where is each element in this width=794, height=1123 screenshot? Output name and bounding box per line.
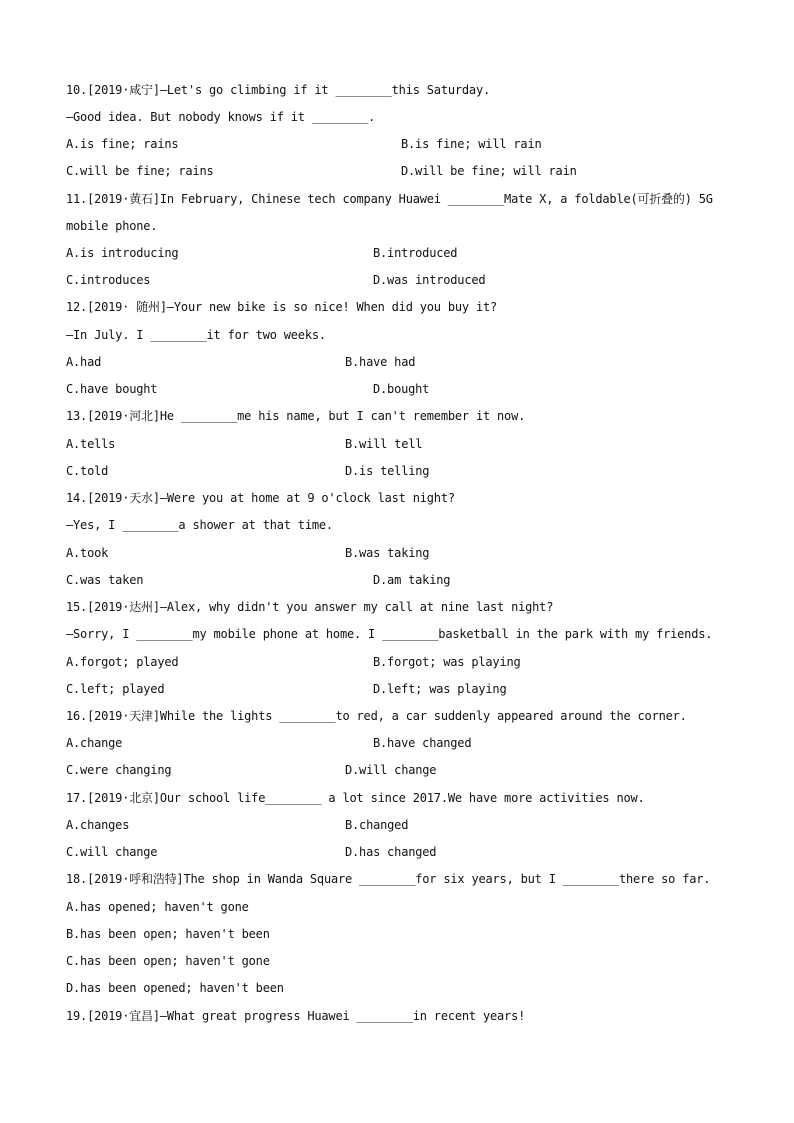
- question-18-option-a: A.has opened; haven't gone: [66, 900, 249, 914]
- question-16-option-b: B.have changed: [373, 736, 472, 750]
- question-14-line-1: 14.[2019·天水]—Were you at home at 9 o'clock last night?: [66, 491, 455, 505]
- question-17-option-d: D.has changed: [345, 845, 437, 859]
- question-11-option-b: B.introduced: [373, 246, 458, 260]
- question-15-option-a: A.forgot; played: [66, 655, 179, 669]
- question-10-line-2: —Good idea. But nobody knows if it ________.: [66, 110, 376, 124]
- question-11-line-2: mobile phone.: [66, 219, 158, 233]
- question-10-option-b: B.is fine; will rain: [401, 137, 542, 151]
- question-12-option-c: C.have bought: [66, 382, 158, 396]
- question-18-option-b: B.has been open; haven't been: [66, 927, 270, 941]
- question-17-option-a: A.changes: [66, 818, 130, 832]
- question-11-option-d: D.was introduced: [373, 273, 486, 287]
- question-12-line-2: —In July. I ________it for two weeks.: [66, 328, 326, 342]
- question-15-line-2: —Sorry, I ________my mobile phone at home. I ________basketball in the park with my friends.: [66, 627, 713, 641]
- question-13-option-a: A.tells: [66, 437, 116, 451]
- question-12-option-d: D.bought: [373, 382, 430, 396]
- question-17-option-c: C.will change: [66, 845, 158, 859]
- question-13-line-1: 13.[2019·河北]He ________me his name, but I can't remember it now.: [66, 409, 526, 423]
- question-11-line-1: 11.[2019·黄石]In February, Chinese tech company Huawei ________Mate X, a foldable(可折叠的) 5G: [66, 192, 713, 206]
- question-16-option-c: C.were changing: [66, 763, 172, 777]
- question-10-line-1: 10.[2019·咸宁]—Let's go climbing if it ________this Saturday.: [66, 83, 491, 97]
- question-14-line-2: —Yes, I ________a shower at that time.: [66, 518, 333, 532]
- question-14-option-d: D.am taking: [373, 573, 451, 587]
- question-10-option-a: A.is fine; rains: [66, 137, 179, 151]
- question-19-line-1: 19.[2019·宜昌]—What great progress Huawei ________in recent years!: [66, 1009, 526, 1023]
- question-12-option-a: A.had: [66, 355, 102, 369]
- question-13-option-b: B.will tell: [345, 437, 423, 451]
- question-10-option-d: D.will be fine; will rain: [401, 164, 577, 178]
- question-16-option-a: A.change: [66, 736, 123, 750]
- question-15-option-b: B.forgot; was playing: [373, 655, 521, 669]
- question-15-line-1: 15.[2019·达州]—Alex, why didn't you answer my call at nine last night?: [66, 600, 554, 614]
- question-16-option-d: D.will change: [345, 763, 437, 777]
- question-14-option-a: A.took: [66, 546, 109, 560]
- question-15-option-d: D.left; was playing: [373, 682, 507, 696]
- question-10-option-c: C.will be fine; rains: [66, 164, 214, 178]
- question-13-option-c: C.told: [66, 464, 109, 478]
- question-11-option-c: C.introduces: [66, 273, 151, 287]
- question-17-line-1: 17.[2019·北京]Our school life________ a lot since 2017.We have more activities now.: [66, 791, 645, 805]
- question-14-option-b: B.was taking: [345, 546, 430, 560]
- question-14-option-c: C.was taken: [66, 573, 144, 587]
- question-11-option-a: A.is introducing: [66, 246, 179, 260]
- question-16-line-1: 16.[2019·天津]While the lights ________to red, a car suddenly appeared around the corner.: [66, 709, 687, 723]
- question-18-line-1: 18.[2019·呼和浩特]The shop in Wanda Square ________for six years, but I ________there so far.: [66, 872, 711, 886]
- question-18-option-c: C.has been open; haven't gone: [66, 954, 270, 968]
- question-13-option-d: D.is telling: [345, 464, 430, 478]
- question-15-option-c: C.left; played: [66, 682, 165, 696]
- question-18-option-d: D.has been opened; haven't been: [66, 981, 284, 995]
- question-12-option-b: B.have had: [345, 355, 416, 369]
- question-17-option-b: B.changed: [345, 818, 409, 832]
- question-12-line-1: 12.[2019· 随州]—Your new bike is so nice! When did you buy it?: [66, 300, 498, 314]
